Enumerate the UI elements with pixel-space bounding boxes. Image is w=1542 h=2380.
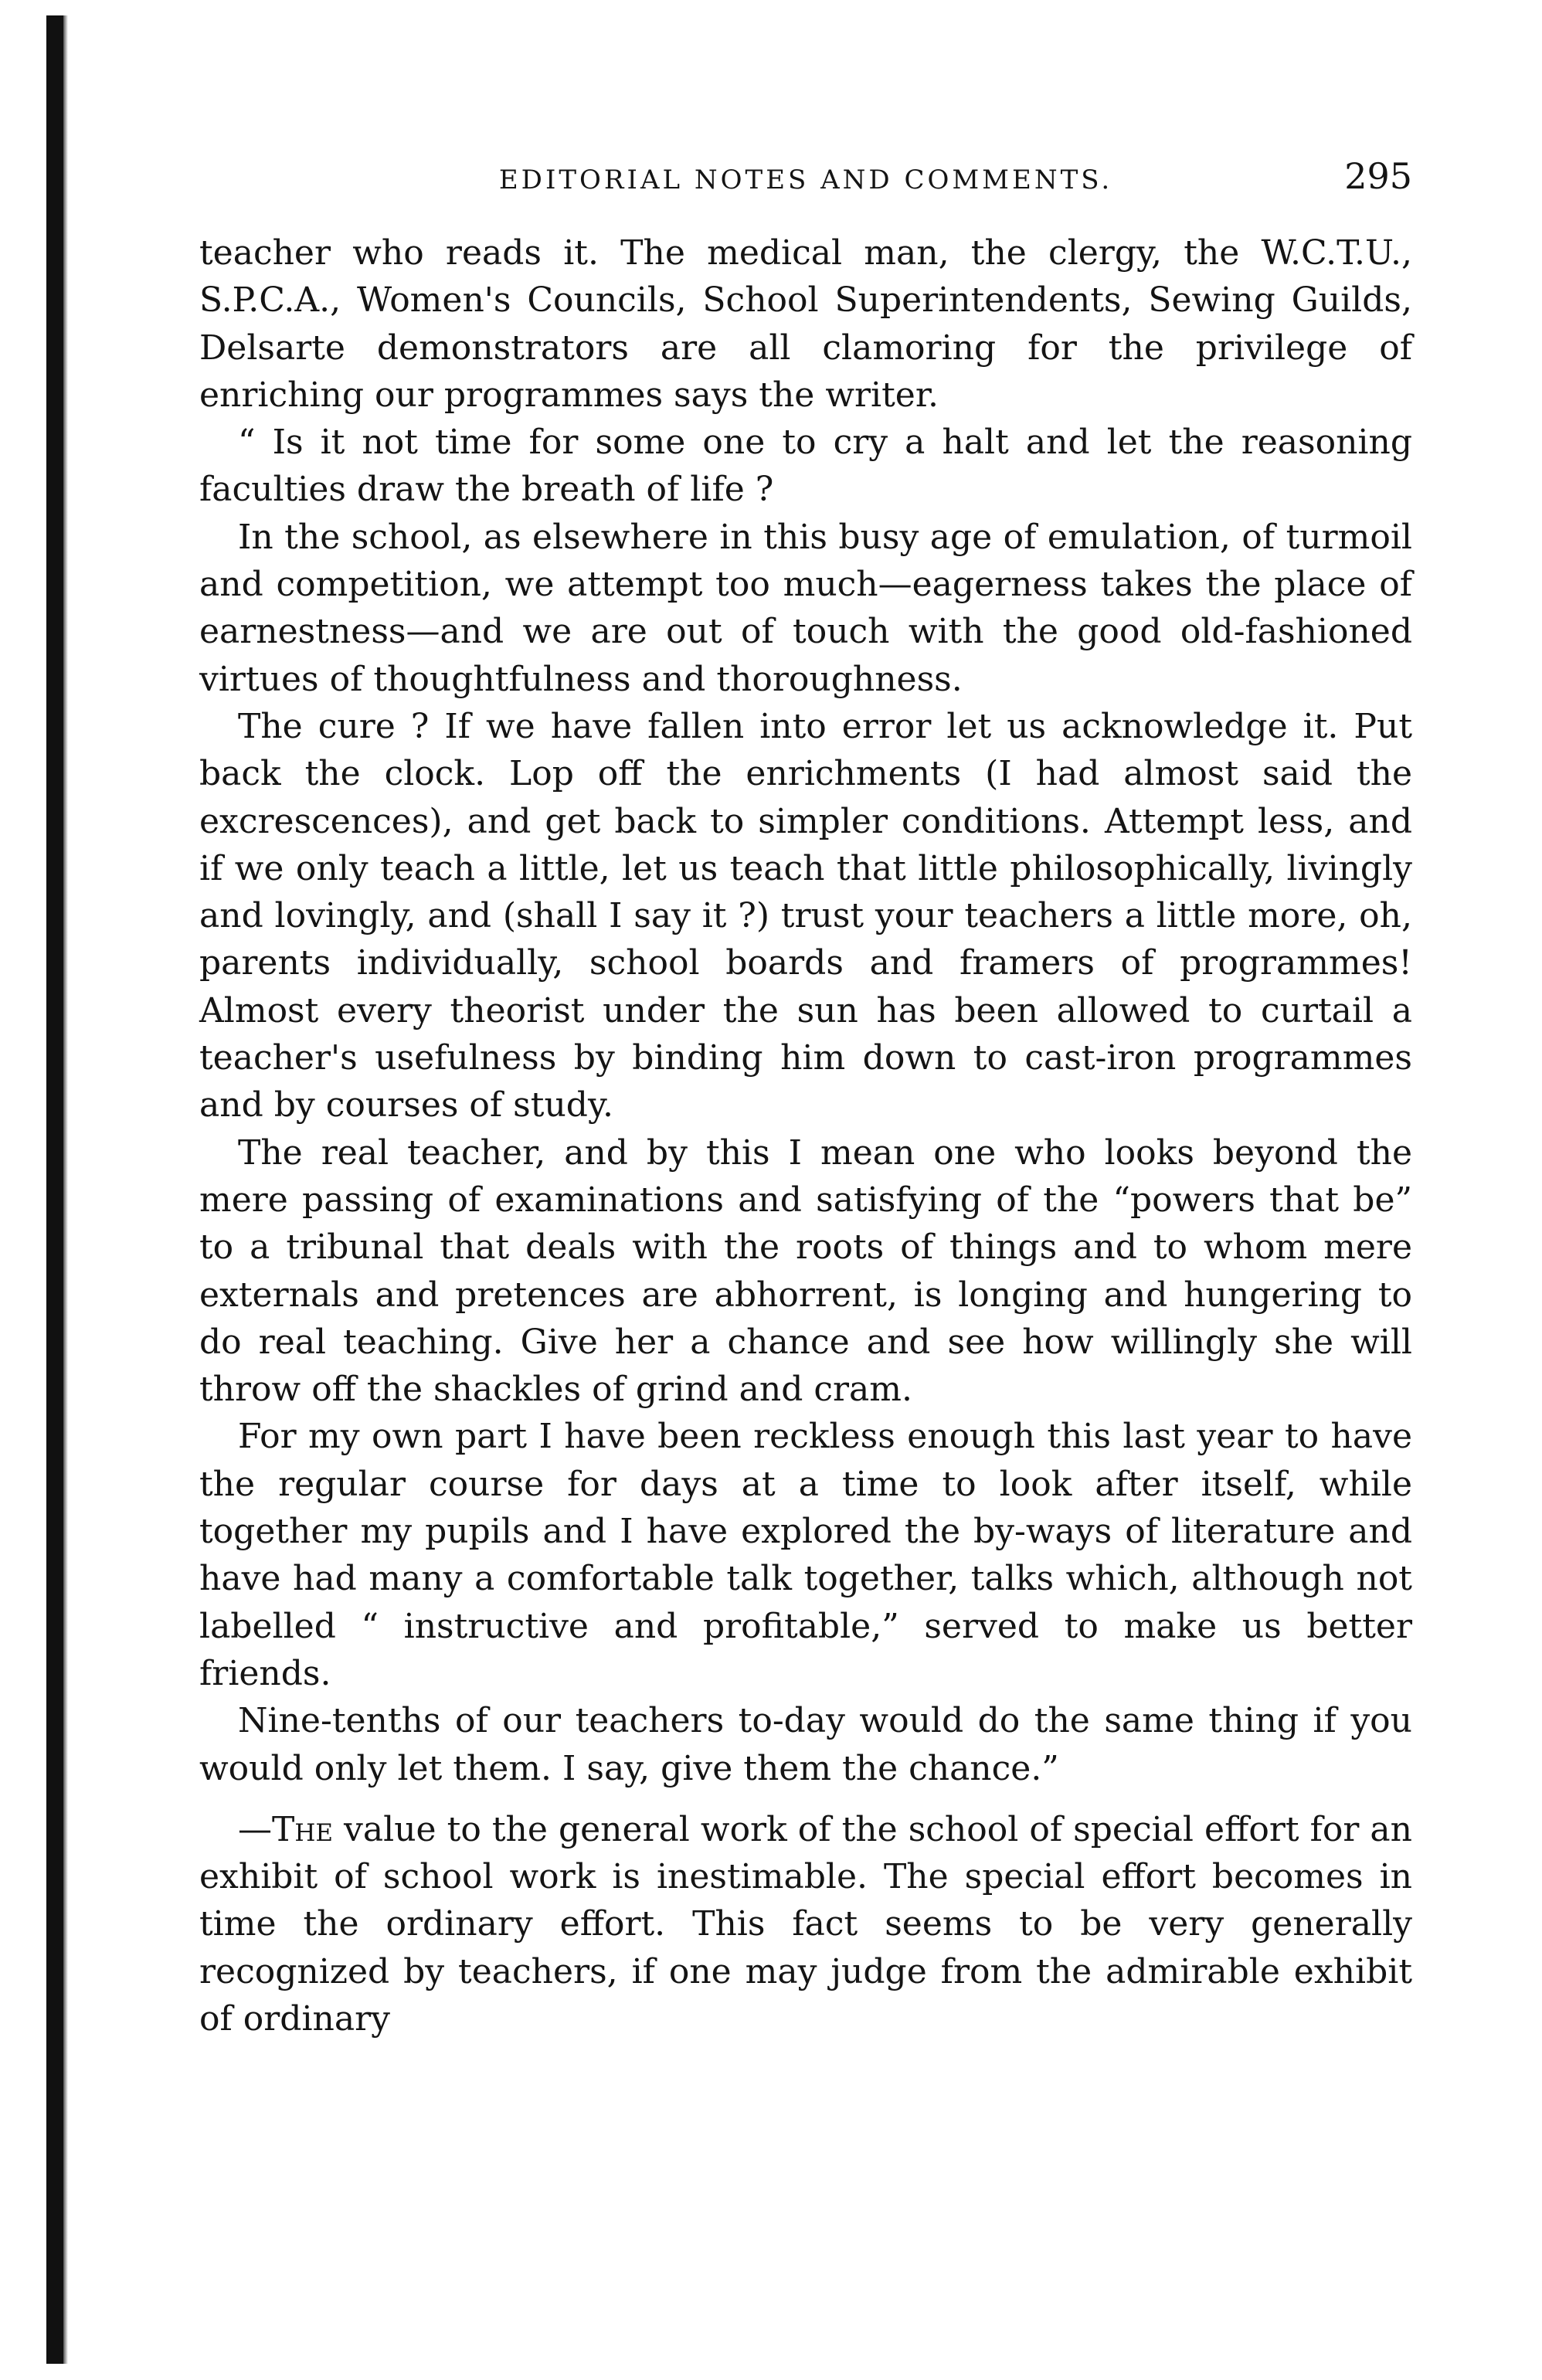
paragraph: Nine-tenths of our teachers to-day would do the same thing if you would only let them. I say, give them the chance.” [199, 1701, 1412, 1788]
paragraph-text: value to the general work of the school of special effort for an exhibit of school work is inestimable. The special effort becomes in time the ordinary effort. This fact seems to be very generally recognized by teachers, if one may judge from the admirable exhibit of ordinary [199, 1809, 1412, 2039]
paragraph: The cure ? If we have fallen into error let us acknowledge it. Put back the clock. Lop off the enrichments (I had almost said the excrescences), and get back to simpler conditions. Attempt less, and if we only teach a little, let us teach that little philosophically, livingly and lovingly, and (shall I say it ?) trust your teachers a little more, oh, parents individually, school boards and framers of programmes! Almost every theorist under the sun has been allowed to curtail a teacher's usefulness by binding him down to cast-iron programmes and by courses of study. [199, 706, 1412, 1125]
lead-word: The [272, 1809, 334, 1849]
running-head [199, 151, 1412, 212]
book-page [199, 151, 1412, 2042]
paragraph: For my own part I have been reckless enough this last year to have the regular course for days at a time to look after itself, while together my pupils and I have explored the by-ways of literature and have had many a comfortable talk together, talks which, although not labelled “ instructive and profitable,” served to make us better friends. [199, 1417, 1412, 1693]
paragraph: “ Is it not time for some one to cry a halt and let the reasoning faculties draw the breath of life ? [199, 423, 1412, 510]
paragraph: In the school, as elsewhere in this busy age of emulation, of turmoil and competition, we attempt too much—eagerness takes the place of earnestness—and we are out of touch with the good old-fashioned virtues of thoughtfulness and thoroughness. [199, 517, 1412, 699]
paragraph: The real teacher, and by this I mean one who looks beyond the mere passing of examinations and satisfying of the “powers that be” to a tribunal that deals with the roots of things and to whom mere externals and pretences are abhorrent, is longing and hungering to do real teaching. Give her a chance and see how willingly she will throw off the shackles of grind and cram. [199, 1132, 1412, 1410]
binding-edge [46, 15, 63, 2364]
paragraph-continued: teacher who reads it. The medical man, the clergy, the W.C.T.U., S.P.C.A., Women's Councils, School Superintendents, Sewing Guilds, Delsarte demonstrators are all clamoring for the privilege of enriching our programmes says the writer. [199, 233, 1412, 415]
page-number: 295 [1344, 155, 1412, 197]
paragraph-new-note [199, 1806, 1412, 2042]
body-text [199, 229, 1412, 2042]
em-dash: — [238, 1809, 272, 1849]
running-title: EDITORIAL NOTES AND COMMENTS. [498, 165, 1113, 195]
